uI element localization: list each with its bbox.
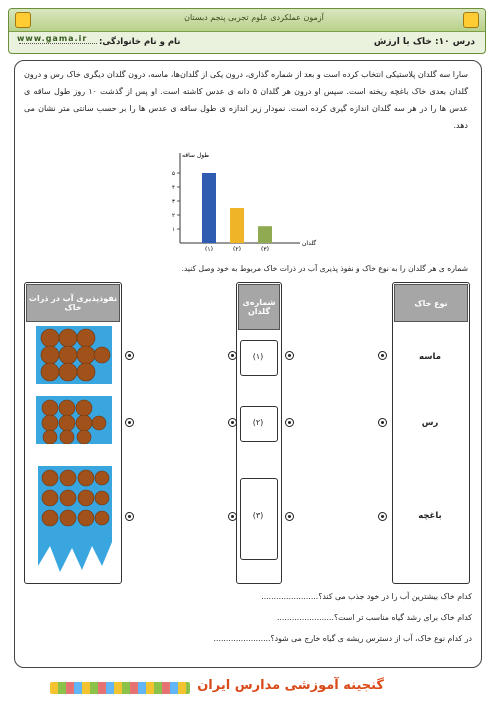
pot-1-label: (۱) xyxy=(252,352,264,361)
match-dot-pot-left-3[interactable] xyxy=(228,512,237,521)
match-dot-soil-1[interactable] xyxy=(378,351,387,360)
pot-number-header: شماره‌ی گلدان xyxy=(238,284,280,330)
match-dot-soil-2[interactable] xyxy=(378,418,387,427)
match-dot-perm-1[interactable] xyxy=(125,351,134,360)
match-dot-perm-2[interactable] xyxy=(125,418,134,427)
y-tick-label: ۲ xyxy=(172,213,175,219)
question-3: در کدام نوع خاک، آب از دسترس ریشه ی گیاه خارج می شود؟....................... xyxy=(213,634,472,643)
bar-pot-3 xyxy=(258,226,272,243)
match-dot-perm-3[interactable] xyxy=(125,512,134,521)
x-tick-label: (۳) xyxy=(261,246,269,251)
book-icon xyxy=(15,12,31,28)
match-dot-pot-left-2[interactable] xyxy=(228,418,237,427)
match-dot-pot-left-1[interactable] xyxy=(228,351,237,360)
question-2: کدام خاک برای رشد گیاه مناسب تر است؟....................... xyxy=(276,613,472,622)
student-name-field[interactable] xyxy=(19,43,97,44)
intro-paragraph: سارا سه گلدان پلاستیکی انتخاب کرده است و بعد از شماره گذاری، درون یکی از گلدان‌ها، ماسه، درون گلدان دیگری خاک رس و درون گلدان بعدی خاک باغچه ریخته است. سپس او درون هر گلدان ۵ دانه ی عدس کاشته است. او پس از گذشت ۱۰ روز طول ساقه ی عدس ها را در هر سه گلدان اندازه گیری کرده است. نمودار زیر اندازه ی طول ساقه ی عدس ها را بر حسب سانتی متر نشان می دهد. xyxy=(24,70,469,130)
match-dot-pot-right-3[interactable] xyxy=(285,512,294,521)
y-tick-label: ۳ xyxy=(172,199,175,205)
exam-title: آزمون عملکردی علوم تجربی پنجم دبستان xyxy=(184,13,324,22)
matching-instruction: شماره ی هر گلدان را به نوع خاک و نفوذ پذیری آب در ذرات خاک مربوط به خود وصل کنید. xyxy=(181,264,468,273)
match-dot-pot-right-1[interactable] xyxy=(285,351,294,360)
soil-type-column xyxy=(392,282,470,584)
footer-decoration-strip xyxy=(50,682,190,694)
match-dot-pot-right-2[interactable] xyxy=(285,418,294,427)
y-tick-label: ۱ xyxy=(172,227,175,233)
soil-type-header: نوع خاک xyxy=(394,284,468,322)
x-axis-label: گلدان xyxy=(302,240,317,247)
soil-garden-label: باغچه xyxy=(418,511,442,521)
bar-pot-2 xyxy=(230,208,244,243)
bar-pot-1 xyxy=(202,173,216,243)
footer-title: گنجینه آموزشی مدارس ایران xyxy=(197,678,384,693)
soil-sand-label: ماسه xyxy=(419,352,441,362)
header-banner xyxy=(8,8,486,54)
sand-particles-image xyxy=(36,326,112,384)
y-axis-label: طول ساقه xyxy=(182,152,210,159)
match-dot-soil-3[interactable] xyxy=(378,512,387,521)
student-name-label: نام و نام خانوادگی: xyxy=(99,37,181,47)
x-tick-label: (۱) xyxy=(205,246,213,251)
footer-banner xyxy=(50,678,450,698)
soil-clay-label: رس xyxy=(421,418,439,428)
site-url: www.gama.ir xyxy=(17,34,88,43)
pot-3-label: (۳) xyxy=(252,511,264,520)
question-1: کدام خاک بیشترین آب را در خود جذب می کند؟....................... xyxy=(261,592,472,601)
y-tick-label: ۴ xyxy=(172,185,175,191)
garden-soil-particles-image xyxy=(36,462,114,574)
x-tick-label: (۲) xyxy=(233,246,241,251)
permeability-header: نفوذپذیری آب در ذرات خاک xyxy=(26,284,120,322)
pot-2-label: (۲) xyxy=(252,418,264,427)
y-tick-label: ۵ xyxy=(172,171,175,177)
book-icon xyxy=(463,12,479,28)
lesson-title: درس ۱۰: خاک با ارزش xyxy=(373,37,475,47)
stem-length-chart xyxy=(160,141,322,251)
clay-particles-image xyxy=(36,396,112,444)
